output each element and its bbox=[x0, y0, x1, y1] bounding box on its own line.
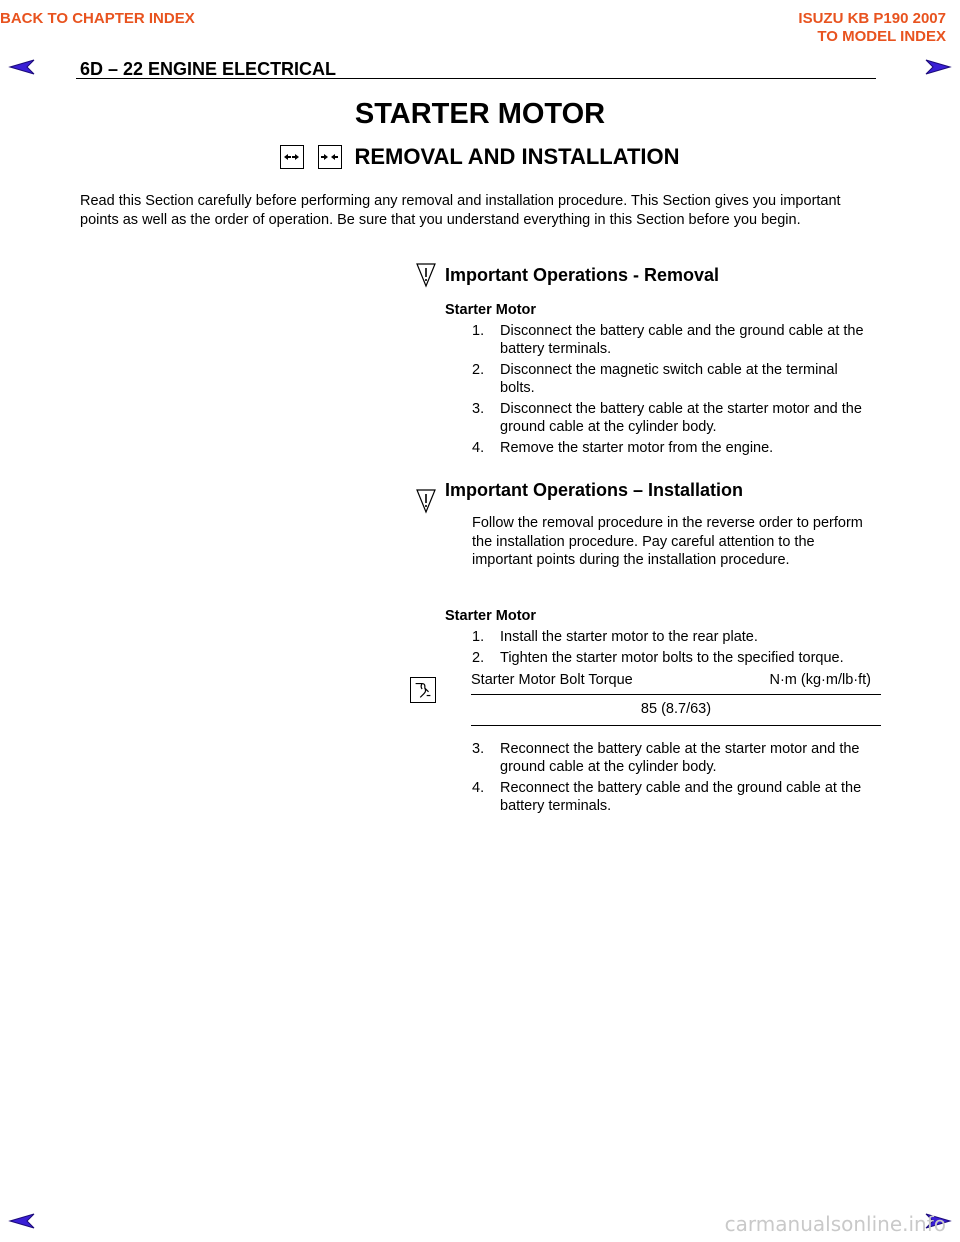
removal-subheading: Starter Motor bbox=[445, 302, 537, 318]
intro-paragraph: Read this Section carefully before performing any removal and installation procedure. This Section gives you important points as well as the order of operation. Be sure that you understand everything in this Section before you begin. bbox=[80, 193, 841, 228]
list-item: 4. Reconnect the battery cable and the ground cable at the battery terminals. bbox=[472, 780, 862, 814]
list-item: 1. Disconnect the battery cable and the ground cable at the battery terminals. bbox=[472, 323, 864, 357]
caution-icon bbox=[416, 262, 436, 288]
torque-table-header bbox=[471, 672, 881, 695]
installation-subheading: Starter Motor bbox=[445, 608, 537, 624]
removal-heading: Important Operations - Removal bbox=[445, 265, 720, 285]
section-header: 6D – 22 ENGINE ELECTRICAL bbox=[80, 59, 337, 79]
list-item: 4. Remove the starter motor from the engine. bbox=[472, 440, 774, 456]
model-index-block bbox=[798, 10, 946, 46]
installation-arrows-icon bbox=[318, 145, 342, 169]
installation-steps-a bbox=[472, 628, 882, 670]
page-subtitle: REMOVAL AND INSTALLATION bbox=[354, 144, 680, 169]
model-title: ISUZU KB P190 2007 bbox=[798, 10, 946, 27]
page-title: STARTER MOTOR bbox=[354, 98, 606, 130]
installation-steps-b bbox=[472, 740, 882, 818]
removal-arrows-icon bbox=[280, 145, 304, 169]
torque-unit: N·m (kg·m/lb·ft) bbox=[769, 672, 871, 688]
list-item: 3. Disconnect the battery cable at the starter motor and the ground cable at the cylinder body. bbox=[472, 401, 862, 435]
torque-value: 85 (8.7/63) bbox=[471, 695, 881, 726]
list-item: 3. Reconnect the battery cable at the starter motor and the ground cable at the cylinder body. bbox=[472, 741, 860, 775]
previous-page-arrow-icon[interactable] bbox=[8, 58, 36, 76]
list-item: 2. Disconnect the magnetic switch cable at the terminal bolts. bbox=[472, 362, 838, 396]
list-item: 2. Tighten the starter motor bolts to the specified torque. bbox=[472, 650, 844, 666]
back-to-chapter-index-link[interactable]: BACK TO CHAPTER INDEX bbox=[0, 10, 195, 27]
subtitle-row bbox=[0, 144, 960, 170]
torque-table bbox=[471, 672, 881, 726]
watermark: carmanualsonline.info bbox=[724, 1212, 946, 1236]
removal-steps bbox=[472, 322, 872, 460]
installation-note: Follow the removal procedure in the reverse order to perform the installation procedure. Pay careful attention to the important points during the installation procedure. bbox=[472, 515, 863, 568]
list-item: 1. Install the starter motor to the rear plate. bbox=[472, 629, 758, 645]
header-rule bbox=[76, 78, 876, 79]
torque-wrench-icon bbox=[410, 677, 436, 703]
previous-page-arrow-icon[interactable] bbox=[8, 1212, 36, 1230]
to-model-index-link[interactable]: TO MODEL INDEX bbox=[817, 28, 946, 45]
caution-icon bbox=[416, 488, 436, 514]
next-page-arrow-icon[interactable] bbox=[924, 58, 952, 76]
torque-label: Starter Motor Bolt Torque bbox=[471, 672, 633, 688]
installation-heading: Important Operations – Installation bbox=[445, 480, 744, 500]
